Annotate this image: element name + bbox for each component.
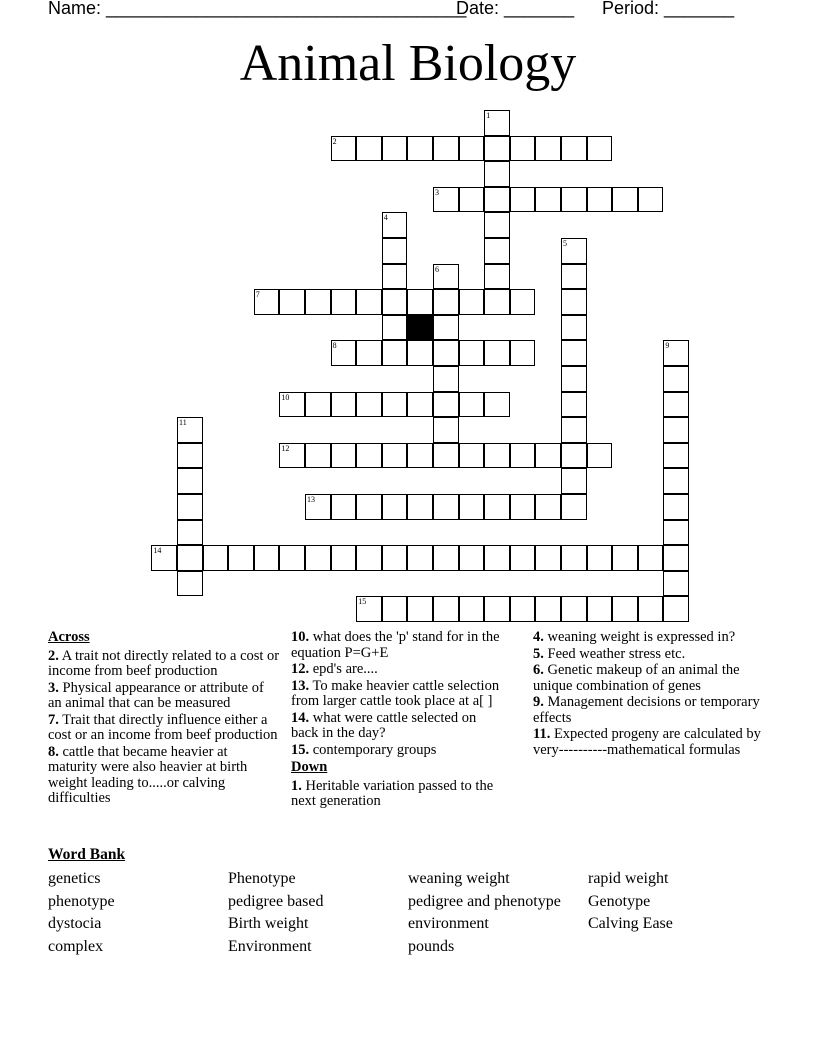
crossword-cell[interactable] bbox=[433, 392, 459, 418]
crossword-cell[interactable] bbox=[663, 340, 689, 366]
crossword-cell[interactable] bbox=[356, 443, 382, 469]
crossword-cell[interactable] bbox=[638, 545, 664, 571]
clue-number: 9 bbox=[665, 341, 670, 351]
crossword-cell[interactable] bbox=[433, 417, 459, 443]
crossword-cell[interactable] bbox=[561, 545, 587, 571]
crossword-cell[interactable] bbox=[561, 596, 587, 622]
crossword-cell[interactable] bbox=[459, 545, 485, 571]
clue-number: 11 bbox=[179, 418, 187, 428]
crossword-cell[interactable] bbox=[407, 392, 433, 418]
crossword-cell[interactable] bbox=[177, 443, 203, 469]
crossword-cell[interactable] bbox=[510, 494, 536, 520]
crossword-cell[interactable] bbox=[535, 596, 561, 622]
crossword-cell[interactable] bbox=[663, 520, 689, 546]
clue-number: 6 bbox=[435, 264, 439, 274]
crossword-cell[interactable] bbox=[382, 545, 408, 571]
name-field[interactable]: Name: ____________________________________ bbox=[48, 0, 467, 18]
crossword-cell[interactable] bbox=[484, 161, 510, 187]
crossword-cell[interactable] bbox=[254, 545, 280, 571]
crossword-cell[interactable] bbox=[561, 494, 587, 520]
across-heading: Across bbox=[48, 629, 90, 645]
crossword-cell[interactable] bbox=[356, 136, 382, 162]
crossword-cell[interactable] bbox=[535, 136, 561, 162]
crossword-cell[interactable] bbox=[151, 545, 177, 571]
crossword-cell[interactable] bbox=[228, 545, 254, 571]
crossword-cell[interactable] bbox=[382, 264, 408, 290]
crossword-cell[interactable] bbox=[356, 545, 382, 571]
crossword-cell[interactable] bbox=[561, 468, 587, 494]
crossword-cell[interactable] bbox=[510, 289, 536, 315]
crossword-cell[interactable] bbox=[612, 545, 638, 571]
crossword-cell[interactable] bbox=[254, 289, 280, 315]
clue-number: 3 bbox=[435, 187, 439, 197]
crossword-cell[interactable] bbox=[535, 494, 561, 520]
crossword-cell[interactable] bbox=[433, 264, 459, 290]
crossword-cell[interactable] bbox=[382, 392, 408, 418]
crossword-cell[interactable] bbox=[561, 443, 587, 469]
crossword-cell[interactable] bbox=[561, 366, 587, 392]
crossword-cell[interactable] bbox=[484, 238, 510, 264]
crossword-cell[interactable] bbox=[433, 289, 459, 315]
crossword-cell[interactable] bbox=[177, 417, 203, 443]
clue-number: 1 bbox=[486, 111, 491, 120]
crossword-cell[interactable] bbox=[561, 187, 587, 213]
clue-number: 7 bbox=[255, 290, 260, 300]
crossword-cell[interactable] bbox=[535, 443, 561, 469]
crossword-cell[interactable] bbox=[433, 596, 459, 622]
crossword-cell[interactable] bbox=[459, 443, 485, 469]
crossword-cell[interactable] bbox=[484, 264, 510, 290]
crossword-cell[interactable] bbox=[177, 520, 203, 546]
crossword-cell[interactable] bbox=[587, 443, 613, 469]
clue-number: 13 bbox=[307, 495, 315, 504]
clue-down-4: 4. weaning weight is expressed in? bbox=[533, 629, 736, 645]
crossword-cell[interactable] bbox=[561, 136, 587, 162]
crossword-black-cell bbox=[407, 315, 433, 341]
crossword-cell[interactable] bbox=[561, 238, 587, 264]
crossword-cell[interactable] bbox=[510, 340, 536, 366]
crossword-cell[interactable] bbox=[663, 571, 689, 597]
crossword-cell[interactable] bbox=[279, 545, 305, 571]
crossword-cell[interactable] bbox=[407, 136, 433, 162]
crossword-cell[interactable] bbox=[510, 136, 536, 162]
crossword-cell[interactable] bbox=[382, 596, 408, 622]
crossword-cell[interactable] bbox=[356, 392, 382, 418]
word-bank-item: complex bbox=[48, 937, 104, 955]
crossword-cell[interactable] bbox=[356, 596, 382, 622]
crossword-cell[interactable] bbox=[382, 212, 408, 238]
word-bank-item: environment bbox=[408, 915, 489, 933]
crossword-cell[interactable] bbox=[612, 187, 638, 213]
clue-number: 12 bbox=[281, 443, 290, 453]
word-bank-item: phenotype bbox=[48, 892, 115, 910]
crossword-cell[interactable] bbox=[407, 443, 433, 469]
crossword-cell[interactable] bbox=[279, 443, 305, 469]
clue-down-1: 1. Heritable variation passed to the next generation bbox=[291, 777, 494, 809]
crossword-cell[interactable] bbox=[663, 596, 689, 622]
crossword-cell[interactable] bbox=[382, 443, 408, 469]
crossword-cell[interactable] bbox=[177, 571, 203, 597]
crossword-cell[interactable] bbox=[382, 289, 408, 315]
word-bank-item: rapid weight bbox=[588, 870, 669, 887]
crossword-cell[interactable] bbox=[484, 136, 510, 162]
clue-across-12: 12. epd's are.... bbox=[291, 661, 378, 677]
crossword-cell[interactable] bbox=[561, 417, 587, 443]
crossword-cell[interactable] bbox=[433, 187, 459, 213]
crossword-cell[interactable] bbox=[663, 366, 689, 392]
crossword-cell[interactable] bbox=[433, 545, 459, 571]
clue-across-14: 14. what were cattle selected on back in the day? bbox=[291, 709, 477, 741]
crossword-cell[interactable] bbox=[587, 136, 613, 162]
clues-column-3 bbox=[533, 630, 773, 759]
crossword-cell[interactable] bbox=[279, 289, 305, 315]
clue-down-6: 6. Genetic makeup of an animal the unique combination of genes bbox=[533, 662, 740, 694]
crossword-cell[interactable] bbox=[561, 289, 587, 315]
crossword-cell[interactable] bbox=[459, 136, 485, 162]
word-bank-item: genetics bbox=[48, 870, 101, 887]
clue-across-8: 8. cattle that became heavier at maturity were also heavier at birth weight leading to.....or calving difficulties bbox=[48, 743, 248, 806]
clue-number: 2 bbox=[332, 136, 337, 146]
clue-across-10: 10. what does the 'p' stand for in the equation P=G+E bbox=[291, 629, 500, 661]
crossword-cell[interactable] bbox=[331, 136, 357, 162]
clue-across-3: 3. Physical appearance or attribute of an animal that can be measured bbox=[48, 679, 264, 711]
crossword-cell[interactable] bbox=[612, 596, 638, 622]
crossword-cell[interactable] bbox=[331, 289, 357, 315]
crossword-cell[interactable] bbox=[382, 136, 408, 162]
crossword-cell[interactable] bbox=[587, 545, 613, 571]
crossword-cell[interactable] bbox=[203, 545, 229, 571]
crossword-cell[interactable] bbox=[663, 443, 689, 469]
clue-number: 10 bbox=[281, 392, 290, 402]
word-bank-item: Phenotype bbox=[228, 870, 296, 887]
crossword-cell[interactable] bbox=[459, 187, 485, 213]
clue-down-5: 5. Feed weather stress etc. bbox=[533, 645, 686, 662]
crossword-cell[interactable] bbox=[407, 494, 433, 520]
word-bank-item: Calving Ease bbox=[588, 915, 673, 933]
crossword-cell[interactable] bbox=[305, 443, 331, 469]
crossword-cell[interactable] bbox=[535, 545, 561, 571]
crossword-cell[interactable] bbox=[177, 545, 203, 571]
crossword-cell[interactable] bbox=[459, 392, 485, 418]
crossword-cell[interactable] bbox=[638, 596, 664, 622]
word-bank-item: weaning weight bbox=[408, 870, 510, 887]
clues-column-1 bbox=[48, 630, 280, 808]
crossword-cell[interactable] bbox=[459, 289, 485, 315]
crossword-cell[interactable] bbox=[331, 340, 357, 366]
clue-across-7: 7. Trait that directly influence either a cost or an income from beef production bbox=[48, 711, 278, 743]
crossword-cell[interactable] bbox=[484, 340, 510, 366]
crossword-cell[interactable] bbox=[356, 289, 382, 315]
crossword-cell[interactable] bbox=[587, 187, 613, 213]
period-field[interactable]: Period: _______ bbox=[602, 0, 735, 18]
crossword-cell[interactable] bbox=[407, 545, 433, 571]
clue-number: 14 bbox=[153, 546, 162, 556]
crossword-cell[interactable] bbox=[459, 494, 485, 520]
crossword-cell[interactable] bbox=[484, 187, 510, 213]
word-bank bbox=[48, 868, 768, 958]
word-bank-item: Genotype bbox=[588, 892, 651, 910]
crossword-cell[interactable] bbox=[305, 392, 331, 418]
crossword-cell[interactable] bbox=[279, 392, 305, 418]
clue-number: 5 bbox=[563, 239, 567, 248]
crossword-cell[interactable] bbox=[433, 315, 459, 341]
crossword-cell[interactable] bbox=[484, 212, 510, 238]
clue-down-9: 9. Management decisions or temporary effects bbox=[533, 694, 760, 726]
crossword-cell[interactable] bbox=[331, 443, 357, 469]
crossword-cell[interactable] bbox=[331, 545, 357, 571]
crossword-cell[interactable] bbox=[433, 494, 459, 520]
crossword-cell[interactable] bbox=[407, 289, 433, 315]
crossword-cell[interactable] bbox=[510, 187, 536, 213]
word-bank-heading: Word Bank bbox=[48, 846, 126, 863]
word-bank-item: pedigree based bbox=[228, 892, 324, 910]
crossword-cell[interactable] bbox=[663, 392, 689, 418]
crossword-cell[interactable] bbox=[484, 443, 510, 469]
crossword-cell[interactable] bbox=[459, 596, 485, 622]
crossword-cell[interactable] bbox=[484, 110, 510, 136]
crossword-cell[interactable] bbox=[331, 494, 357, 520]
crossword-cell[interactable] bbox=[177, 494, 203, 520]
clue-number: 8 bbox=[332, 341, 337, 351]
crossword-cell[interactable] bbox=[484, 596, 510, 622]
word-bank-item: pounds bbox=[408, 937, 455, 955]
crossword-cell[interactable] bbox=[663, 545, 689, 571]
crossword-cell[interactable] bbox=[433, 136, 459, 162]
date-field[interactable]: Date: _______ bbox=[456, 0, 575, 18]
down-heading: Down bbox=[291, 759, 328, 775]
crossword-cell[interactable] bbox=[561, 264, 587, 290]
crossword-cell[interactable] bbox=[561, 340, 587, 366]
crossword-cell[interactable] bbox=[510, 596, 536, 622]
crossword-cell[interactable] bbox=[484, 289, 510, 315]
crossword-cell[interactable] bbox=[407, 340, 433, 366]
crossword-cell[interactable] bbox=[484, 494, 510, 520]
crossword-cell[interactable] bbox=[561, 392, 587, 418]
clue-down-11: 11. Expected progeny are calculated by very----------mathematical formulas bbox=[533, 726, 761, 758]
crossword-cell[interactable] bbox=[638, 187, 664, 213]
clue-across-2: 2. A trait not directly related to a cost or income from beef production bbox=[48, 647, 280, 679]
page-title: Animal Biology bbox=[239, 35, 577, 92]
clues-column-2 bbox=[291, 630, 501, 811]
crossword-cell[interactable] bbox=[484, 545, 510, 571]
clue-across-13: 13. To make heavier cattle selection from larger cattle took place at a[ ] bbox=[291, 677, 500, 709]
crossword-cell[interactable] bbox=[561, 315, 587, 341]
word-bank-item: pedigree and phenotype bbox=[408, 892, 561, 910]
crossword-cell[interactable] bbox=[663, 494, 689, 520]
crossword-cell[interactable] bbox=[177, 468, 203, 494]
crossword-cell[interactable] bbox=[356, 494, 382, 520]
clue-number: 4 bbox=[383, 213, 388, 223]
crossword-cell[interactable] bbox=[382, 494, 408, 520]
word-bank-item: Environment bbox=[228, 937, 312, 955]
word-bank-item: dystocia bbox=[48, 915, 102, 933]
crossword-cell[interactable] bbox=[587, 596, 613, 622]
crossword-cell[interactable] bbox=[331, 392, 357, 418]
crossword-cell[interactable] bbox=[459, 340, 485, 366]
crossword-cell[interactable] bbox=[510, 443, 536, 469]
crossword-cell[interactable] bbox=[382, 238, 408, 264]
word-bank-item: Birth weight bbox=[228, 915, 309, 933]
crossword-cell[interactable] bbox=[433, 366, 459, 392]
crossword-cell[interactable] bbox=[535, 187, 561, 213]
crossword-cell[interactable] bbox=[305, 289, 331, 315]
crossword-cell[interactable] bbox=[382, 340, 408, 366]
crossword-cell[interactable] bbox=[433, 340, 459, 366]
crossword-cell[interactable] bbox=[356, 340, 382, 366]
clue-across-15: 15. contemporary groups bbox=[291, 741, 437, 758]
crossword-cell[interactable] bbox=[305, 494, 331, 520]
crossword-cell[interactable] bbox=[407, 596, 433, 622]
crossword-cell[interactable] bbox=[433, 443, 459, 469]
crossword-cell[interactable] bbox=[382, 315, 408, 341]
crossword-cell[interactable] bbox=[510, 545, 536, 571]
crossword-cell[interactable] bbox=[305, 545, 331, 571]
crossword-cell[interactable] bbox=[484, 392, 510, 418]
crossword-cell[interactable] bbox=[663, 417, 689, 443]
clue-number: 15 bbox=[358, 597, 367, 607]
crossword-cell[interactable] bbox=[663, 468, 689, 494]
